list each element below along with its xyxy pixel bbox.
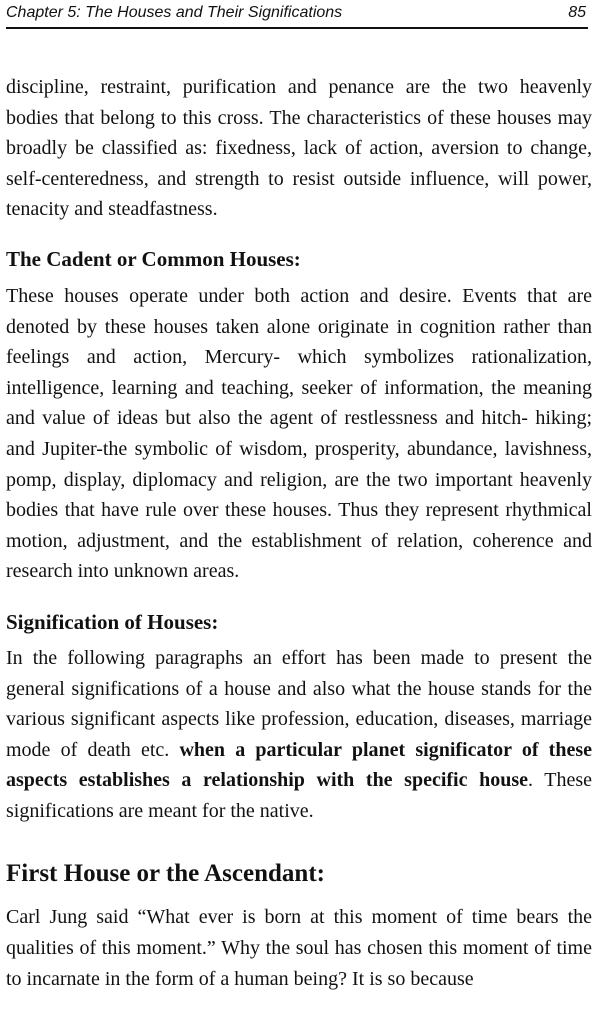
page-header (6, 2, 588, 28)
paragraph-cadent-houses: These houses operate under both action and desire. Events that are denoted by these houses taken alone originate in cognition rather than feelings and action, Mercury- which symbolizes rationalization, intelligence, learning and teaching, seeker of information, the meaning and value of ideas but also the agent of restlessness and hitch- hiking; and Jupiter-the symbolic of wisdom, prosperity, abundance, lavishness, pomp, display, diplomacy and religion, are the two important heavenly bodies that have rule over these houses. Thus they represent rhythmical motion, adjustment, and the establishment of relation, coherence and research into unknown areas. (6, 284, 592, 583)
heading-first-house: First House or the Ascendant: (6, 860, 325, 888)
page-body (6, 72, 592, 994)
paragraph-signification (6, 643, 592, 827)
paragraph-first-house: Carl Jung said “What ever is born at this moment of time bears the qualities of this moment.” Why the soul has chosen this moment of time to incarnate in the form of a human being? It is so because (6, 906, 592, 990)
heading-signification-of-houses: Signification of Houses: (6, 609, 219, 634)
page-number: 85 (568, 4, 586, 21)
paragraph-fixed-houses: discipline, restraint, purification and penance are the two heavenly bodies that belong to this cross. The characteristics of these houses may broadly be classified as: fixedness, lack of action, aversion to change, self-centeredness, and strength to resist outside influence, will power, tenacity and steadfastness. (6, 76, 592, 221)
chapter-title: Chapter 5: The Houses and Their Significations (6, 4, 343, 21)
heading-cadent-houses: The Cadent or Common Houses: (6, 246, 301, 271)
paragraph-signification-start: In the following paragraphs an effort has been made to present the general significations of a house and also what the house stands for the various significant aspects like profession, education, diseases, marriage mode of death etc. (6, 646, 592, 761)
header-rule (6, 27, 588, 29)
paragraph-signification-emphasis: when a particular planet significator of these aspects establishes a relationship with the specific house (6, 738, 593, 792)
paragraph-signification-end: . These significations are meant for the native. (6, 769, 592, 822)
